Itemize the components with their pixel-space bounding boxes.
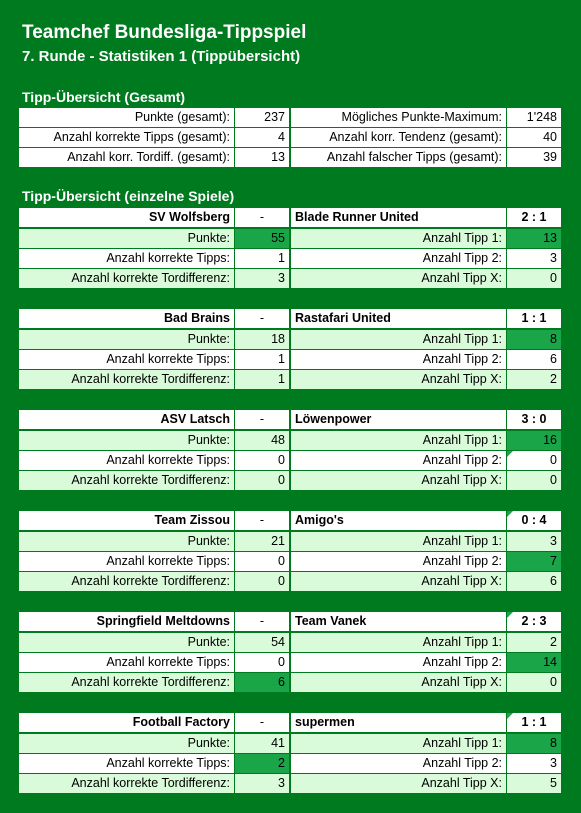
game-label-tippx: Anzahl Tipp X: bbox=[291, 471, 506, 490]
game-away-team: Team Vanek bbox=[291, 612, 506, 631]
game-value-tipp2: 14 bbox=[507, 653, 561, 672]
game-score: 2 : 1 bbox=[507, 208, 561, 227]
game-dash: - bbox=[235, 309, 289, 328]
game-label-diff: Anzahl korrekte Tordifferenz: bbox=[19, 673, 234, 692]
game-home-team: SV Wolfsberg bbox=[19, 208, 234, 227]
game-value-tipp2: 3 bbox=[507, 754, 561, 773]
overview-value: 237 bbox=[235, 108, 289, 127]
game-label-diff: Anzahl korrekte Tordifferenz: bbox=[19, 471, 234, 490]
game-label-tipp2: Anzahl Tipp 2: bbox=[291, 754, 506, 773]
game-label-diff: Anzahl korrekte Tordifferenz: bbox=[19, 269, 234, 288]
game-label-points: Punkte: bbox=[19, 330, 234, 349]
game-label-tipp1: Anzahl Tipp 1: bbox=[291, 229, 506, 248]
game-value-tipp1: 8 bbox=[507, 330, 561, 349]
overview-heading: Tipp-Übersicht (Gesamt) bbox=[22, 89, 186, 105]
game-label-points: Punkte: bbox=[19, 633, 234, 652]
game-value-tipp1: 2 bbox=[507, 633, 561, 652]
game-value-points: 18 bbox=[235, 330, 289, 349]
game-home-team: Football Factory bbox=[19, 713, 234, 732]
game-dash: - bbox=[235, 410, 289, 429]
game-dash: - bbox=[235, 511, 289, 530]
game-score: 1 : 1 bbox=[507, 713, 561, 732]
game-dash: - bbox=[235, 713, 289, 732]
overview-label: Punkte (gesamt): bbox=[19, 108, 234, 127]
game-value-correct: 2 bbox=[235, 754, 289, 773]
game-label-tipp1: Anzahl Tipp 1: bbox=[291, 330, 506, 349]
game-label-tipp2: Anzahl Tipp 2: bbox=[291, 249, 506, 268]
game-value-correct: 0 bbox=[235, 653, 289, 672]
game-value-tipp1: 8 bbox=[507, 734, 561, 753]
game-label-correct: Anzahl korrekte Tipps: bbox=[19, 249, 234, 268]
game-label-points: Punkte: bbox=[19, 229, 234, 248]
game-home-team: Bad Brains bbox=[19, 309, 234, 328]
overview-label: Anzahl falscher Tipps (gesamt): bbox=[291, 148, 506, 167]
game-score: 1 : 1 bbox=[507, 309, 561, 328]
overview-value: 1'248 bbox=[507, 108, 561, 127]
game-value-diff: 1 bbox=[235, 370, 289, 389]
game-away-team: Rastafari United bbox=[291, 309, 506, 328]
overview-label: Anzahl korr. Tendenz (gesamt): bbox=[291, 128, 506, 147]
game-value-points: 21 bbox=[235, 532, 289, 551]
game-away-team: Blade Runner United bbox=[291, 208, 506, 227]
game-value-diff: 0 bbox=[235, 471, 289, 490]
game-value-tippx: 5 bbox=[507, 774, 561, 793]
game-value-diff: 3 bbox=[235, 269, 289, 288]
game-label-diff: Anzahl korrekte Tordifferenz: bbox=[19, 370, 234, 389]
game-value-correct: 0 bbox=[235, 451, 289, 470]
game-value-tippx: 6 bbox=[507, 572, 561, 591]
game-label-points: Punkte: bbox=[19, 734, 234, 753]
game-value-correct: 1 bbox=[235, 350, 289, 369]
game-value-tipp2: 6 bbox=[507, 350, 561, 369]
game-value-tippx: 0 bbox=[507, 673, 561, 692]
game-value-tipp2: 7 bbox=[507, 552, 561, 571]
game-value-tipp1: 3 bbox=[507, 532, 561, 551]
games-heading: Tipp-Übersicht (einzelne Spiele) bbox=[22, 188, 235, 204]
game-value-tipp2: 3 bbox=[507, 249, 561, 268]
game-label-tipp2: Anzahl Tipp 2: bbox=[291, 350, 506, 369]
game-label-tippx: Anzahl Tipp X: bbox=[291, 673, 506, 692]
game-value-tipp1: 16 bbox=[507, 431, 561, 450]
game-value-tippx: 2 bbox=[507, 370, 561, 389]
overview-label: Mögliches Punkte-Maximum: bbox=[291, 108, 506, 127]
game-value-points: 54 bbox=[235, 633, 289, 652]
game-value-points: 48 bbox=[235, 431, 289, 450]
game-value-diff: 3 bbox=[235, 774, 289, 793]
game-label-tippx: Anzahl Tipp X: bbox=[291, 370, 506, 389]
game-dash: - bbox=[235, 208, 289, 227]
overview-value: 4 bbox=[235, 128, 289, 147]
game-home-team: Team Zissou bbox=[19, 511, 234, 530]
game-dash: - bbox=[235, 612, 289, 631]
page-subtitle: 7. Runde - Statistiken 1 (Tippübersicht) bbox=[22, 48, 301, 65]
game-value-correct: 1 bbox=[235, 249, 289, 268]
overview-value: 39 bbox=[507, 148, 561, 167]
game-home-team: Springfield Meltdowns bbox=[19, 612, 234, 631]
game-value-diff: 0 bbox=[235, 572, 289, 591]
game-value-correct: 0 bbox=[235, 552, 289, 571]
game-label-correct: Anzahl korrekte Tipps: bbox=[19, 653, 234, 672]
game-label-diff: Anzahl korrekte Tordifferenz: bbox=[19, 572, 234, 591]
game-label-tipp2: Anzahl Tipp 2: bbox=[291, 653, 506, 672]
game-label-points: Punkte: bbox=[19, 431, 234, 450]
game-away-team: Löwenpower bbox=[291, 410, 506, 429]
game-label-tipp1: Anzahl Tipp 1: bbox=[291, 633, 506, 652]
game-value-points: 41 bbox=[235, 734, 289, 753]
game-label-tipp2: Anzahl Tipp 2: bbox=[291, 451, 506, 470]
page-title: Teamchef Bundesliga-Tippspiel bbox=[22, 22, 307, 43]
game-label-tippx: Anzahl Tipp X: bbox=[291, 269, 506, 288]
game-away-team: supermen bbox=[291, 713, 506, 732]
game-score: 3 : 0 bbox=[507, 410, 561, 429]
game-label-tipp1: Anzahl Tipp 1: bbox=[291, 431, 506, 450]
game-label-tipp2: Anzahl Tipp 2: bbox=[291, 552, 506, 571]
overview-label: Anzahl korrekte Tipps (gesamt): bbox=[19, 128, 234, 147]
game-value-diff: 6 bbox=[235, 673, 289, 692]
game-value-tipp2: 0 bbox=[507, 451, 561, 470]
game-label-correct: Anzahl korrekte Tipps: bbox=[19, 552, 234, 571]
game-label-tippx: Anzahl Tipp X: bbox=[291, 774, 506, 793]
game-label-correct: Anzahl korrekte Tipps: bbox=[19, 754, 234, 773]
game-score: 2 : 3 bbox=[507, 612, 561, 631]
overview-value: 40 bbox=[507, 128, 561, 147]
game-label-correct: Anzahl korrekte Tipps: bbox=[19, 451, 234, 470]
game-value-tippx: 0 bbox=[507, 269, 561, 288]
game-label-points: Punkte: bbox=[19, 532, 234, 551]
game-label-diff: Anzahl korrekte Tordifferenz: bbox=[19, 774, 234, 793]
game-home-team: ASV Latsch bbox=[19, 410, 234, 429]
game-value-points: 55 bbox=[235, 229, 289, 248]
game-label-tipp1: Anzahl Tipp 1: bbox=[291, 532, 506, 551]
overview-value: 13 bbox=[235, 148, 289, 167]
game-value-tippx: 0 bbox=[507, 471, 561, 490]
game-score: 0 : 4 bbox=[507, 511, 561, 530]
game-label-tippx: Anzahl Tipp X: bbox=[291, 572, 506, 591]
overview-label: Anzahl korr. Tordiff. (gesamt): bbox=[19, 148, 234, 167]
game-value-tipp1: 13 bbox=[507, 229, 561, 248]
game-away-team: Amigo's bbox=[291, 511, 506, 530]
game-label-correct: Anzahl korrekte Tipps: bbox=[19, 350, 234, 369]
game-label-tipp1: Anzahl Tipp 1: bbox=[291, 734, 506, 753]
